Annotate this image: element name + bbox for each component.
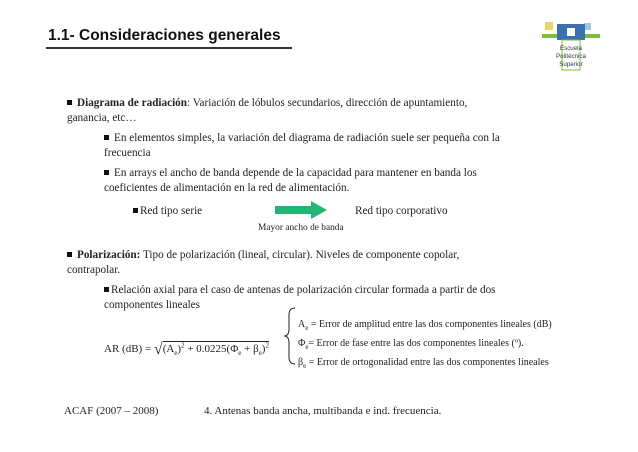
- page-title: 1.1- Consideraciones generales: [48, 27, 281, 44]
- left-brace-icon: [283, 307, 297, 365]
- polarization-item: [67, 248, 459, 263]
- sub-item-axial-cont: componentes lineales: [104, 299, 200, 311]
- radiation-heading: Diagrama de radiación: [77, 97, 188, 109]
- radiation-item: [67, 96, 467, 111]
- sub-item-simple: En elementos simples, la variación del diagrama de radiación suele ser pequeña con la: [104, 131, 500, 146]
- sub-item-axial: Relación axial para el caso de antenas de polarización circular formada a partir de dos: [104, 283, 496, 298]
- polarization-text: Tipo de polarización (lineal, circular). Niveles de componente copolar,: [140, 249, 460, 261]
- sub-item-simple-cont: frecuencia: [104, 147, 151, 159]
- square-bullet-icon: [104, 135, 109, 140]
- logo-line2: Politécnica: [556, 53, 586, 60]
- polarization-text-cont: contrapolar.: [67, 264, 121, 276]
- logo-line1: Escuela: [559, 45, 583, 52]
- radiation-text: : Variación de lóbulos secundarios, dirección de apuntamiento,: [187, 97, 468, 109]
- school-logo: [540, 20, 602, 76]
- footer-course: ACAF (2007 – 2008): [64, 405, 159, 417]
- arrow-caption: Mayor ancho de banda: [258, 223, 344, 233]
- red-serie: Red tipo serie: [133, 204, 202, 219]
- sub-item-arrays-cont: coeficientes de alimentación en la red de alimentación.: [104, 182, 350, 194]
- red-corporativo: Red tipo corporativo: [355, 205, 448, 217]
- formula-lhs: AR (dB) =: [104, 343, 152, 355]
- axial-ratio-formula: AR $(dB) = √(A_e)^2 + 0.0225(\Phi_e + \beta_e)^2$: [104, 341, 269, 358]
- def-phase: $\Phi_e=$ Error de fase entre las dos componentes lineales (º).: [298, 338, 524, 351]
- radiation-text-cont: ganancia, etc…: [67, 112, 137, 124]
- polarization-heading: Polarización:: [77, 249, 141, 261]
- square-bullet-icon: [104, 170, 109, 175]
- square-bullet-icon: [67, 252, 72, 257]
- footer-chapter: 4. Antenas banda ancha, multibanda e ind. frecuencia.: [204, 405, 442, 417]
- def-orthogonality: $\beta_e$ = Error de ortogonalidad entre las dos componentes lineales: [298, 357, 549, 370]
- right-arrow-icon: [275, 201, 327, 219]
- square-bullet-icon: [67, 100, 72, 105]
- title-underline: [46, 47, 292, 49]
- square-bullet-icon: [133, 208, 138, 213]
- square-bullet-icon: [104, 287, 109, 292]
- logo-line3: Superior: [559, 61, 583, 68]
- sub-item-arrays: En arrays el ancho de banda depende de la capacidad para mantener en banda los: [104, 166, 477, 181]
- def-amplitude: $A_e$ = Error de amplitud entre las dos componentes lineales (dB): [298, 319, 552, 332]
